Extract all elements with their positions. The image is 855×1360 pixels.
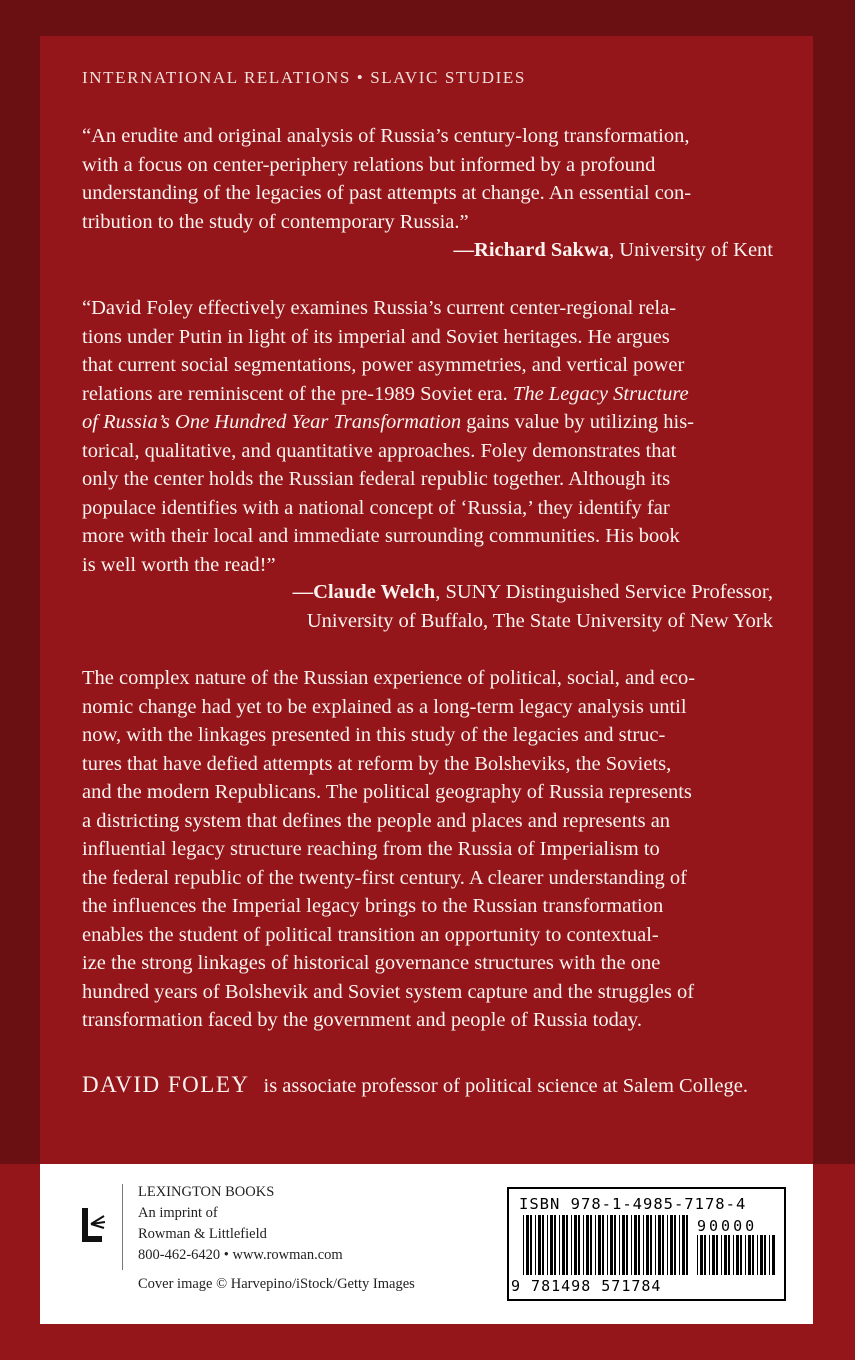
barcode-bar — [769, 1235, 770, 1275]
book-description — [82, 664, 772, 1035]
barcode-bar — [550, 1215, 553, 1275]
barcode-bar — [752, 1235, 754, 1275]
barcode-bar — [595, 1215, 596, 1275]
barcode-bar — [704, 1235, 706, 1275]
quote-1 — [82, 122, 772, 236]
category-label: INTERNATIONAL RELATIONS • SLAVIC STUDIES — [82, 68, 526, 87]
barcode-bar — [542, 1215, 544, 1275]
barcode-bar — [523, 1215, 524, 1275]
barcode-bar — [674, 1215, 676, 1275]
publisher-footer — [40, 1164, 813, 1324]
barcode-bar — [643, 1215, 644, 1275]
description-line: now, with the linkages presented in this study of the legacies and struc- — [82, 724, 666, 746]
barcode-bar — [607, 1215, 608, 1275]
publisher-imprint: An imprint of — [138, 1205, 218, 1221]
barcode-bar — [590, 1215, 592, 1275]
description-line: The complex nature of the Russian experience of political, social, and eco- — [82, 667, 696, 689]
description-line: transformation faced by the government and people of Russia today. — [82, 1009, 642, 1031]
description-line: enables the student of political transition an opportunity to contextual- — [82, 923, 659, 946]
quote-2 — [82, 294, 772, 579]
quote-2-author: —Claude Welch — [292, 581, 436, 603]
barcode-bar — [610, 1215, 613, 1275]
barcode-bar — [686, 1215, 688, 1275]
barcode-bar — [562, 1215, 565, 1275]
description-line: a districting system that defines the people and places and represents an — [82, 809, 671, 832]
publisher-info — [138, 1182, 343, 1266]
barcode-bar — [566, 1215, 568, 1275]
description-line: the influences the Imperial legacy brings to the Russian transformation — [82, 895, 664, 917]
publisher-parent: Rowman & Littlefield — [138, 1226, 267, 1242]
quote-2-line-with-title — [82, 408, 772, 437]
author-bio-text: is associate professor of political science at Salem College. — [263, 1075, 748, 1097]
quote-2-line: more with their local and immediate surrounding communities. His book — [82, 525, 680, 547]
quote-1-affiliation: , University of Kent — [609, 239, 773, 261]
barcode-bar — [709, 1235, 710, 1275]
quote-2-affiliation-line-2: University of Buffalo, The State University of New York — [306, 609, 773, 632]
barcode-bar — [614, 1215, 616, 1275]
barcode-bar — [728, 1235, 730, 1275]
barcode-bar — [650, 1215, 652, 1275]
quote-2-affiliation: , SUNY Distinguished Service Professor, — [435, 581, 773, 603]
author-bio — [82, 1071, 772, 1101]
quote-2-text: gains value by utilizing his- — [461, 411, 694, 433]
barcode-bar — [736, 1235, 739, 1275]
quote-1-line: understanding of the legacies of past attempts at change. An essential con- — [82, 182, 692, 204]
isbn-label: ISBN 978-1-4985-7178-4 — [519, 1195, 747, 1213]
author-name: DAVID FOLEY — [82, 1072, 250, 1097]
barcode-bar — [700, 1235, 703, 1275]
description-line: and the modern Republicans. The political geography of Russia represents — [82, 781, 692, 803]
quote-2-text: relations are reminiscent of the pre-1989 Soviet era. — [82, 382, 508, 405]
barcode-bar — [724, 1235, 727, 1275]
barcode-bar — [631, 1215, 632, 1275]
barcode-bar — [733, 1235, 734, 1275]
quote-1-line: with a focus on center-periphery relations but informed by a profound — [82, 153, 656, 176]
description-line: ize the strong linkages of historical governance structures with the one — [82, 952, 661, 974]
barcode-bars-main — [523, 1215, 689, 1275]
barcode-bar — [667, 1215, 668, 1275]
barcode-bar — [772, 1235, 775, 1275]
quote-2-line: “David Foley effectively examines Russia’s current center-regional rela- — [82, 297, 677, 319]
description-line: influential legacy structure reaching from the Russia of Imperialism to — [82, 838, 660, 860]
quote-1-line: tribution to the study of contemporary Russia.” — [82, 210, 469, 233]
back-cover-panel — [40, 36, 813, 1164]
barcode-bar — [712, 1235, 715, 1275]
description-line: tures that have defied attempts at reform by the Bolsheviks, the Soviets, — [82, 752, 672, 775]
barcode-bar — [622, 1215, 625, 1275]
quote-2-line: that current social segmentations, power asymmetries, and vertical power — [82, 354, 685, 376]
barcode-bar — [626, 1215, 628, 1275]
barcode-bars-addon — [697, 1235, 777, 1275]
cover-credit: Cover image © Harvepino/iStock/Getty Images — [138, 1276, 415, 1292]
barcode-bar — [760, 1235, 763, 1275]
barcode-bar — [583, 1215, 584, 1275]
barcode-bar — [658, 1215, 661, 1275]
barcode-bar — [559, 1215, 560, 1275]
quote-2-line-with-title — [82, 380, 772, 409]
barcode-bar — [526, 1215, 529, 1275]
quote-2-line: is well worth the read!” — [82, 553, 276, 576]
barcode-bar — [646, 1215, 649, 1275]
barcode-bar — [619, 1215, 620, 1275]
barcode-bar — [748, 1235, 751, 1275]
barcode-bar — [530, 1215, 532, 1275]
price-code: 90000 — [697, 1217, 758, 1235]
barcode-bar — [757, 1235, 758, 1275]
barcode-bar — [716, 1235, 718, 1275]
barcode-bar — [574, 1215, 577, 1275]
barcode-bar — [670, 1215, 673, 1275]
barcode-bar — [662, 1215, 664, 1275]
quote-1-line: “An erudite and original analysis of Russia’s century-long transformation, — [82, 125, 690, 147]
quote-2-attribution — [293, 578, 773, 635]
barcode-bar — [598, 1215, 601, 1275]
barcode-bar — [554, 1215, 556, 1275]
barcode-digits: 9 781498 571784 — [511, 1277, 662, 1295]
isbn-barcode — [507, 1187, 786, 1301]
barcode-bar — [571, 1215, 572, 1275]
barcode-bar — [655, 1215, 656, 1275]
barcode-bar — [745, 1235, 746, 1275]
barcode-bar — [721, 1235, 722, 1275]
barcode-bar — [602, 1215, 604, 1275]
barcode-bar — [697, 1235, 698, 1275]
quote-1-author: —Richard Sakwa — [453, 239, 610, 261]
barcode-bar — [634, 1215, 637, 1275]
barcode-bar — [578, 1215, 580, 1275]
description-line: the federal republic of the twenty-first century. A clearer understanding of — [82, 866, 687, 889]
publisher-divider — [122, 1184, 123, 1270]
publisher-contact: 800-462-6420 • www.rowman.com — [138, 1247, 343, 1263]
barcode-bar — [679, 1215, 680, 1275]
barcode-bar — [638, 1215, 640, 1275]
book-title-part-1: The Legacy Structure — [512, 382, 689, 405]
description-line: hundred years of Bolshevik and Soviet system capture and the struggles of — [82, 980, 695, 1003]
barcode-bar — [538, 1215, 541, 1275]
quote-2-line: only the center holds the Russian federal republic together. Although its — [82, 468, 671, 490]
publisher-name: LEXINGTON BOOKS — [138, 1184, 275, 1200]
barcode-bar — [547, 1215, 548, 1275]
lexington-logo-icon — [82, 1208, 106, 1242]
quote-2-line: populace identifies with a national concept of ‘Russia,’ they identify far — [82, 496, 670, 519]
barcode-bar — [740, 1235, 742, 1275]
book-title-part-2: of Russia’s One Hundred Year Transformation — [82, 411, 462, 433]
quote-1-attribution — [454, 236, 773, 265]
barcode-bar — [535, 1215, 536, 1275]
barcode-bar — [764, 1235, 766, 1275]
barcode-bar — [586, 1215, 589, 1275]
quote-2-line: torical, qualitative, and quantitative approaches. Foley demonstrates that — [82, 439, 677, 462]
quote-2-line: tions under Putin in light of its imperial and Soviet heritages. He argues — [82, 325, 670, 348]
description-line: nomic change had yet to be explained as a long-term legacy analysis until — [82, 695, 687, 718]
barcode-bar — [682, 1215, 685, 1275]
